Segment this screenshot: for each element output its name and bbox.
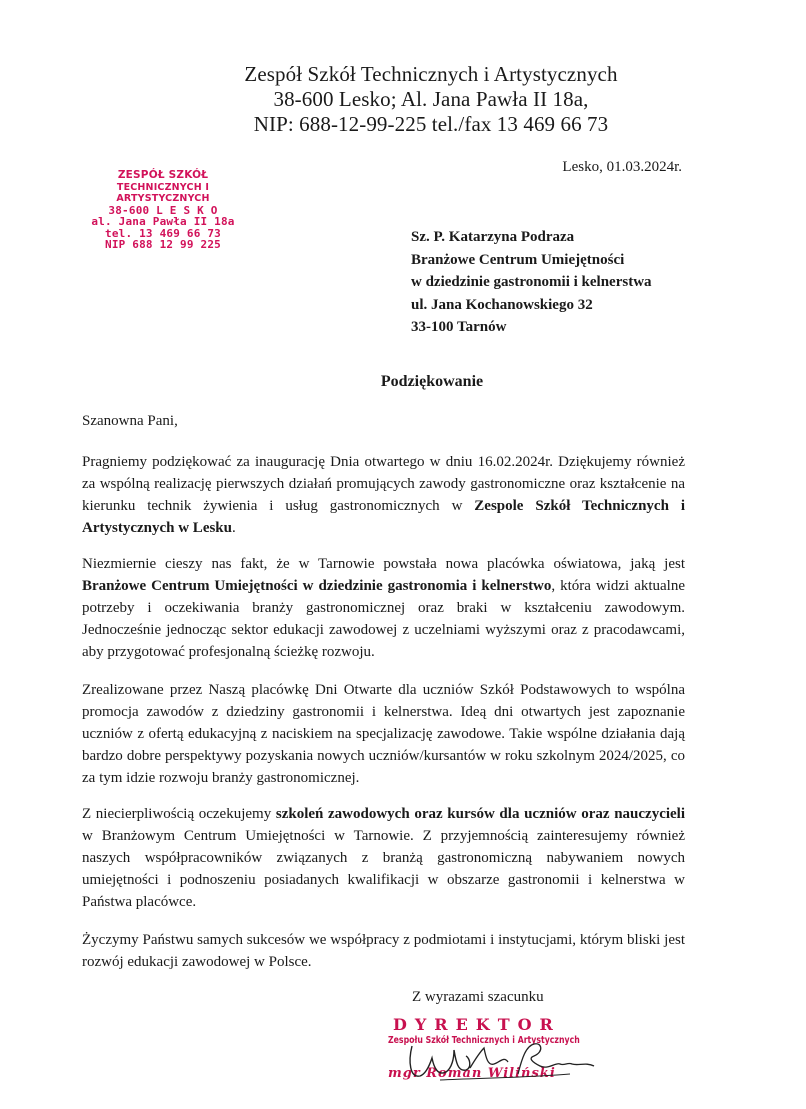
paragraph-2: Niezmiernie cieszy nas fakt, że w Tarnowie powstała nowa placówka oświatowa, jaką jest Branżowe Centrum Umiejętności w dziedzinie gastronomia i kelnerstwo, która widzi aktualne potrzeby i oczekiwania branży gastronomicznej oraz braki w kształceniu zawodowym. Jednocześnie jednocząc sektor edukacji zawodowej z uczelniami wyższymi oraz z pracodawcami, aby przygotować profesjonalną ścieżkę rozwoju. (82, 556, 685, 660)
paragraph-1: Pragniemy podziękować za inaugurację Dnia otwartego w dniu 16.02.2024r. Dziękujemy również za wspólną realizację pierwszych działań promujących zawody gastronomiczne oraz kształcenie na kierunku technik żywienia i usług gastronomicznych w Zespole Szkół Technicznych i Artystycznych w Lesku. (82, 454, 685, 536)
paragraph-5: Życzymy Państwu samych sukcesów we współpracy z podmiotami i instytucjami, którym bliski jest rozwój edukacji zawodowej w Polsce. (82, 932, 685, 970)
school-stamp-line1: ZESPÓŁ SZKÓŁ (117, 169, 209, 181)
salutation: Szanowna Pani, (82, 413, 178, 429)
school-stamp-line3: 38-600 L E S K O (108, 203, 218, 217)
school-stamp-line6: NIP 688 12 99 225 (105, 238, 221, 251)
letterhead-contact: NIP: 688-12-99-225 tel./fax 13 469 66 73 (253, 112, 609, 136)
recipient-org: Branżowe Centrum Umiejętności (411, 251, 625, 268)
letterhead-address: 38-600 Lesko; Al. Jana Pawła II 18a, (273, 87, 589, 111)
letter-date: Lesko, 01.03.2024r. (562, 159, 682, 175)
letter-title: Podziękowanie (380, 373, 484, 390)
paragraph-3: Zrealizowane przez Naszą placówkę Dni Otwarte dla uczniów Szkół Podstawowych to wspólna promocja zawodów z dziedziny gastronomii i kelnerstwa. Ideą dni otwartych jest zapoznanie uczniów z ofertą edukacyjną z naciskiem na specjalizację zawodowe. Takie wspólne działania dają bardzo dobre perspektywy pozyskania nowych uczniów/kursantów w roku szkolnym 2024/2025, co za tym idzie rozwoju branży gastronomicznej. (82, 682, 685, 786)
paragraph-4: Z niecierpliwością oczekujemy szkoleń zawodowych oraz kursów dla uczniów oraz nauczycieli w Branżowym Centrum Umiejętności w Tarnowie. Z przyjemnością zainteresujemy również naszych współpracowników związanych z branżą gastronomiczną nabywaniem nowych umiejętności i podnoszeniu posiadanych kwalifikacji w obszarze gastronomii i kelnerstwa w Państwa placówce. (82, 806, 686, 910)
director-stamp-name: mgr Roman Wiliński (388, 1066, 556, 1081)
school-stamp-line4: al. Jana Pawła II 18a (91, 215, 235, 228)
recipient-name: Sz. P. Katarzyna Podraza (411, 229, 575, 245)
handwritten-signature (400, 1028, 610, 1088)
letterhead-school-name: Zespół Szkół Technicznych i Artystycznych (244, 62, 618, 86)
school-stamp-line2: TECHNICZNYCH I ARTYSTYCZNYCH (116, 181, 210, 204)
director-stamp-role: DYREKTOR (393, 1015, 561, 1034)
director-stamp-institution: Zespołu Szkół Technicznych i Artystycznych (388, 1035, 580, 1046)
recipient-block (411, 226, 652, 339)
recipient-org-detail: w dziedzinie gastronomii i kelnerstwa (411, 274, 652, 290)
letterhead (0, 62, 806, 137)
recipient-street: ul. Jana Kochanowskiego 32 (411, 296, 593, 313)
school-stamp (74, 170, 252, 251)
school-stamp-line5: tel. 13 469 66 73 (105, 226, 221, 240)
closing-phrase: Z wyrazami szacunku (412, 989, 544, 1005)
recipient-city: 33-100 Tarnów (411, 319, 507, 335)
